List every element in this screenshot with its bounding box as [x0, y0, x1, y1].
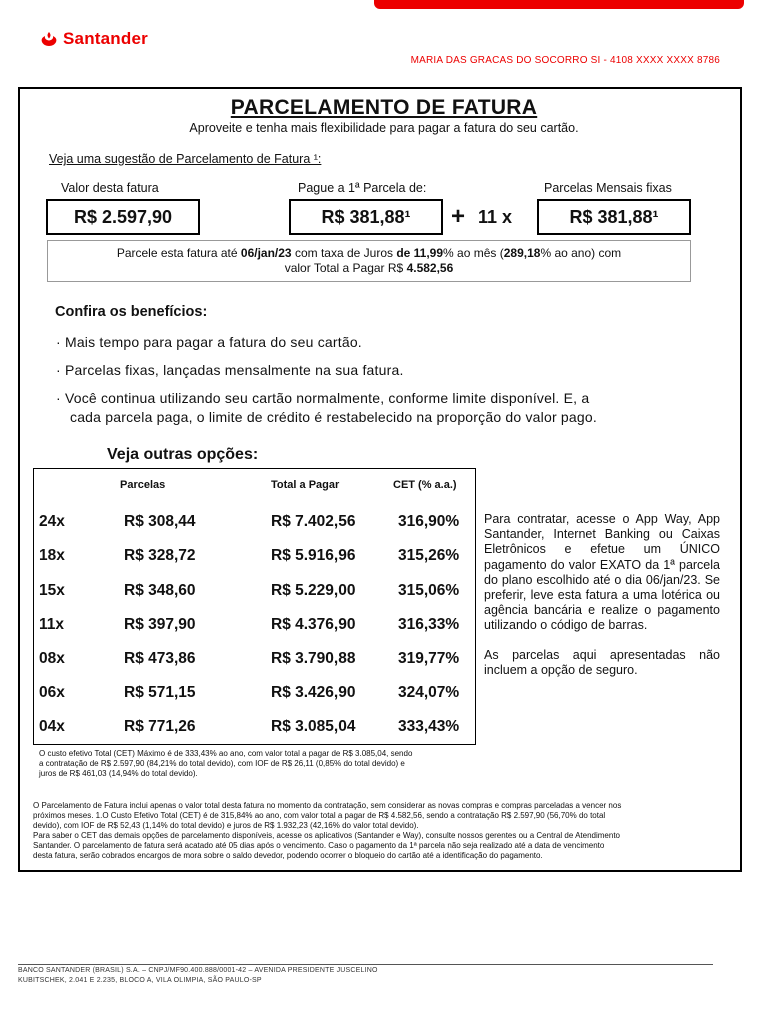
- row-cet: 316,33%: [398, 616, 460, 633]
- santander-logo: [40, 29, 148, 49]
- row-parcel: R$ 308,44: [124, 513, 196, 530]
- row-parcel: R$ 328,72: [124, 547, 196, 564]
- disclaimer-line: desta fatura, serão cobrados encargos de mora sobre o saldo devedor, podendo ocorrer o bloqueio do cartão até a identificação do pagamento.: [33, 851, 543, 860]
- disclaimer-line: próximos meses. 1.O Custo Efetivo Total (CET) é de 315,84% ao ano, com valor total a pagar de R$ 4.582,56, sendo a contratação R$ 2.597,90 (56,70% do total: [33, 811, 606, 820]
- insurance-note: As parcelas aqui apresentadas não incluem a opção de seguro.: [484, 647, 720, 677]
- row-count: 24x: [39, 513, 65, 530]
- info-date: 06/jan/23: [240, 246, 292, 260]
- row-cet: 333,43%: [398, 718, 460, 735]
- row-parcel: R$ 348,60: [124, 582, 196, 599]
- disclaimer-line: O Parcelamento de Fatura inclui apenas o valor total desta fatura no momento da contratação, sem considerar as novas compras e compras parceladas a vencer nos: [33, 801, 622, 810]
- info-text-4: % ao ano) com: [540, 246, 622, 260]
- top-accent-bar: [374, 0, 744, 9]
- info-text-5: valor Total a Pagar R$: [284, 261, 407, 275]
- info-text-3: % ao mês (: [443, 246, 504, 260]
- plus-sign: +: [451, 203, 466, 230]
- monthly-value-box: R$ 381,88¹: [537, 199, 691, 235]
- info-text-1: Parcele esta fatura até: [116, 246, 241, 260]
- row-total: R$ 5.229,00: [271, 582, 356, 599]
- row-total: R$ 4.376,90: [271, 616, 356, 633]
- row-cet: 316,90%: [398, 513, 460, 530]
- row-count: 06x: [39, 684, 65, 701]
- installment-count: 11 x: [478, 207, 513, 227]
- row-count: 04x: [39, 718, 65, 735]
- row-total: R$ 3.790,88: [271, 650, 356, 667]
- row-count: 11x: [39, 616, 65, 633]
- invoice-value-box: R$ 2.597,90: [46, 199, 200, 235]
- page-subtitle: Aproveite e tenha mais flexibilidade para pagar a fatura do seu cartão.: [189, 121, 579, 135]
- row-parcel: R$ 473,86: [124, 650, 196, 667]
- cet-note-line: O custo efetivo Total (CET) Máximo é de 333,43% ao ano, com valor total a pagar de R$ 3.085,04, sendo: [39, 749, 413, 758]
- row-cet: 315,26%: [398, 547, 460, 564]
- header-cet: CET (% a.a.): [393, 479, 457, 491]
- row-cet: 319,77%: [398, 650, 460, 667]
- row-cet: 324,07%: [398, 684, 460, 701]
- cet-note-line: juros de R$ 461,03 (14,94% do total devido).: [39, 769, 198, 778]
- footer-divider: [18, 964, 713, 965]
- row-total: R$ 5.916,96: [271, 547, 356, 564]
- flame-icon: [40, 31, 58, 47]
- cet-note-line: a contratação de R$ 2.597,90 (84,21% do total devido), com IOF de R$ 26,11 (0,85% do total devido) e: [39, 759, 405, 768]
- cet-note: [39, 749, 412, 779]
- info-annual-rate: 289,18: [503, 246, 541, 260]
- header-total: Total a Pagar: [271, 479, 340, 491]
- row-total: R$ 3.085,04: [271, 718, 356, 735]
- benefit-item: · Você continua utilizando seu cartão normalmente, conforme limite disponível. E, a: [56, 390, 590, 406]
- row-count: 08x: [39, 650, 65, 667]
- benefit-item: · Parcelas fixas, lançadas mensalmente na sua fatura.: [56, 362, 404, 378]
- row-parcel: R$ 397,90: [124, 616, 196, 633]
- footer-line-2: KUBITSCHEK, 2.041 E 2.235, BLOCO A, VILA OLIMPIA, SÃO PAULO-SP: [18, 977, 262, 984]
- first-installment-box: R$ 381,88¹: [289, 199, 443, 235]
- benefit-item: · Mais tempo para pagar a fatura do seu cartão.: [56, 334, 362, 350]
- options-title: Veja outras opções:: [107, 446, 259, 463]
- row-cet: 315,06%: [398, 582, 460, 599]
- disclaimer-line: devido), com IOF de R$ 52,43 (1,14% do total devido) e juros de R$ 1.932,23 (42,16% do valor total devido).: [33, 821, 419, 830]
- options-table: [33, 468, 476, 745]
- first-installment-label: Pague a 1ª Parcela de:: [298, 181, 427, 195]
- brand-name: Santander: [63, 29, 148, 48]
- page-title: PARCELAMENTO DE FATURA: [230, 96, 538, 119]
- benefits-title: Confira os benefícios:: [55, 304, 208, 320]
- disclaimer-line: Para saber o CET das demais opções de parcelamento disponíveis, acesse os aplicativos (Santander e Way), consulte nossos gerentes ou a Central de Atendimento: [33, 831, 620, 840]
- contract-instructions: Para contratar, acesse o App Way, App Santander, Internet Banking ou Caixas Eletrônicos e efetue um ÚNICO pagamento do valor EXATO da 1ª parcela do plano escolhido até o dia 06/jan/23. Se preferir, leve esta fatura a uma lotérica ou agência bancária e realize o pagamento utilizando o código de barras.: [484, 512, 720, 633]
- monthly-label: Parcelas Mensais fixas: [544, 181, 672, 195]
- bank-footer: [18, 966, 378, 986]
- disclaimer-line: Santander. O parcelamento de fatura será acatado até 05 dias após o vencimento. Caso o pagamento da 1ª parcela não seja realizado até a data de vencimento: [33, 841, 605, 850]
- suggestion-text: Veja uma sugestão de Parcelamento de Fatura ¹:: [49, 152, 322, 166]
- info-text-2: com taxa de Juros: [291, 246, 397, 260]
- footer-line-1: BANCO SANTANDER (BRASIL) S.A. – CNPJ/MF90.400.888/0001-42 – AVENIDA PRESIDENTE JUSCELINO: [18, 967, 378, 974]
- invoice-label: Valor desta fatura: [61, 181, 159, 195]
- row-parcel: R$ 571,15: [124, 684, 196, 701]
- info-total: 4.582,56: [406, 261, 454, 275]
- row-count: 15x: [39, 582, 65, 599]
- card-holder-info: MARIA DAS GRACAS DO SOCORRO SI - 4108 XXXX XXXX 8786: [410, 55, 720, 66]
- row-total: R$ 7.402,56: [271, 513, 356, 530]
- row-parcel: R$ 771,26: [124, 718, 196, 735]
- disclaimer: [33, 801, 621, 861]
- row-total: R$ 3.426,90: [271, 684, 356, 701]
- header-parcelas: Parcelas: [120, 479, 166, 491]
- installment-summary: [47, 240, 691, 282]
- row-count: 18x: [39, 547, 65, 564]
- how-to-contract-text: [484, 512, 720, 678]
- benefit-item: cada parcela paga, o limite de crédito é restabelecido na proporção do valor pago.: [70, 409, 597, 425]
- info-monthly-rate: de 11,99: [396, 246, 444, 260]
